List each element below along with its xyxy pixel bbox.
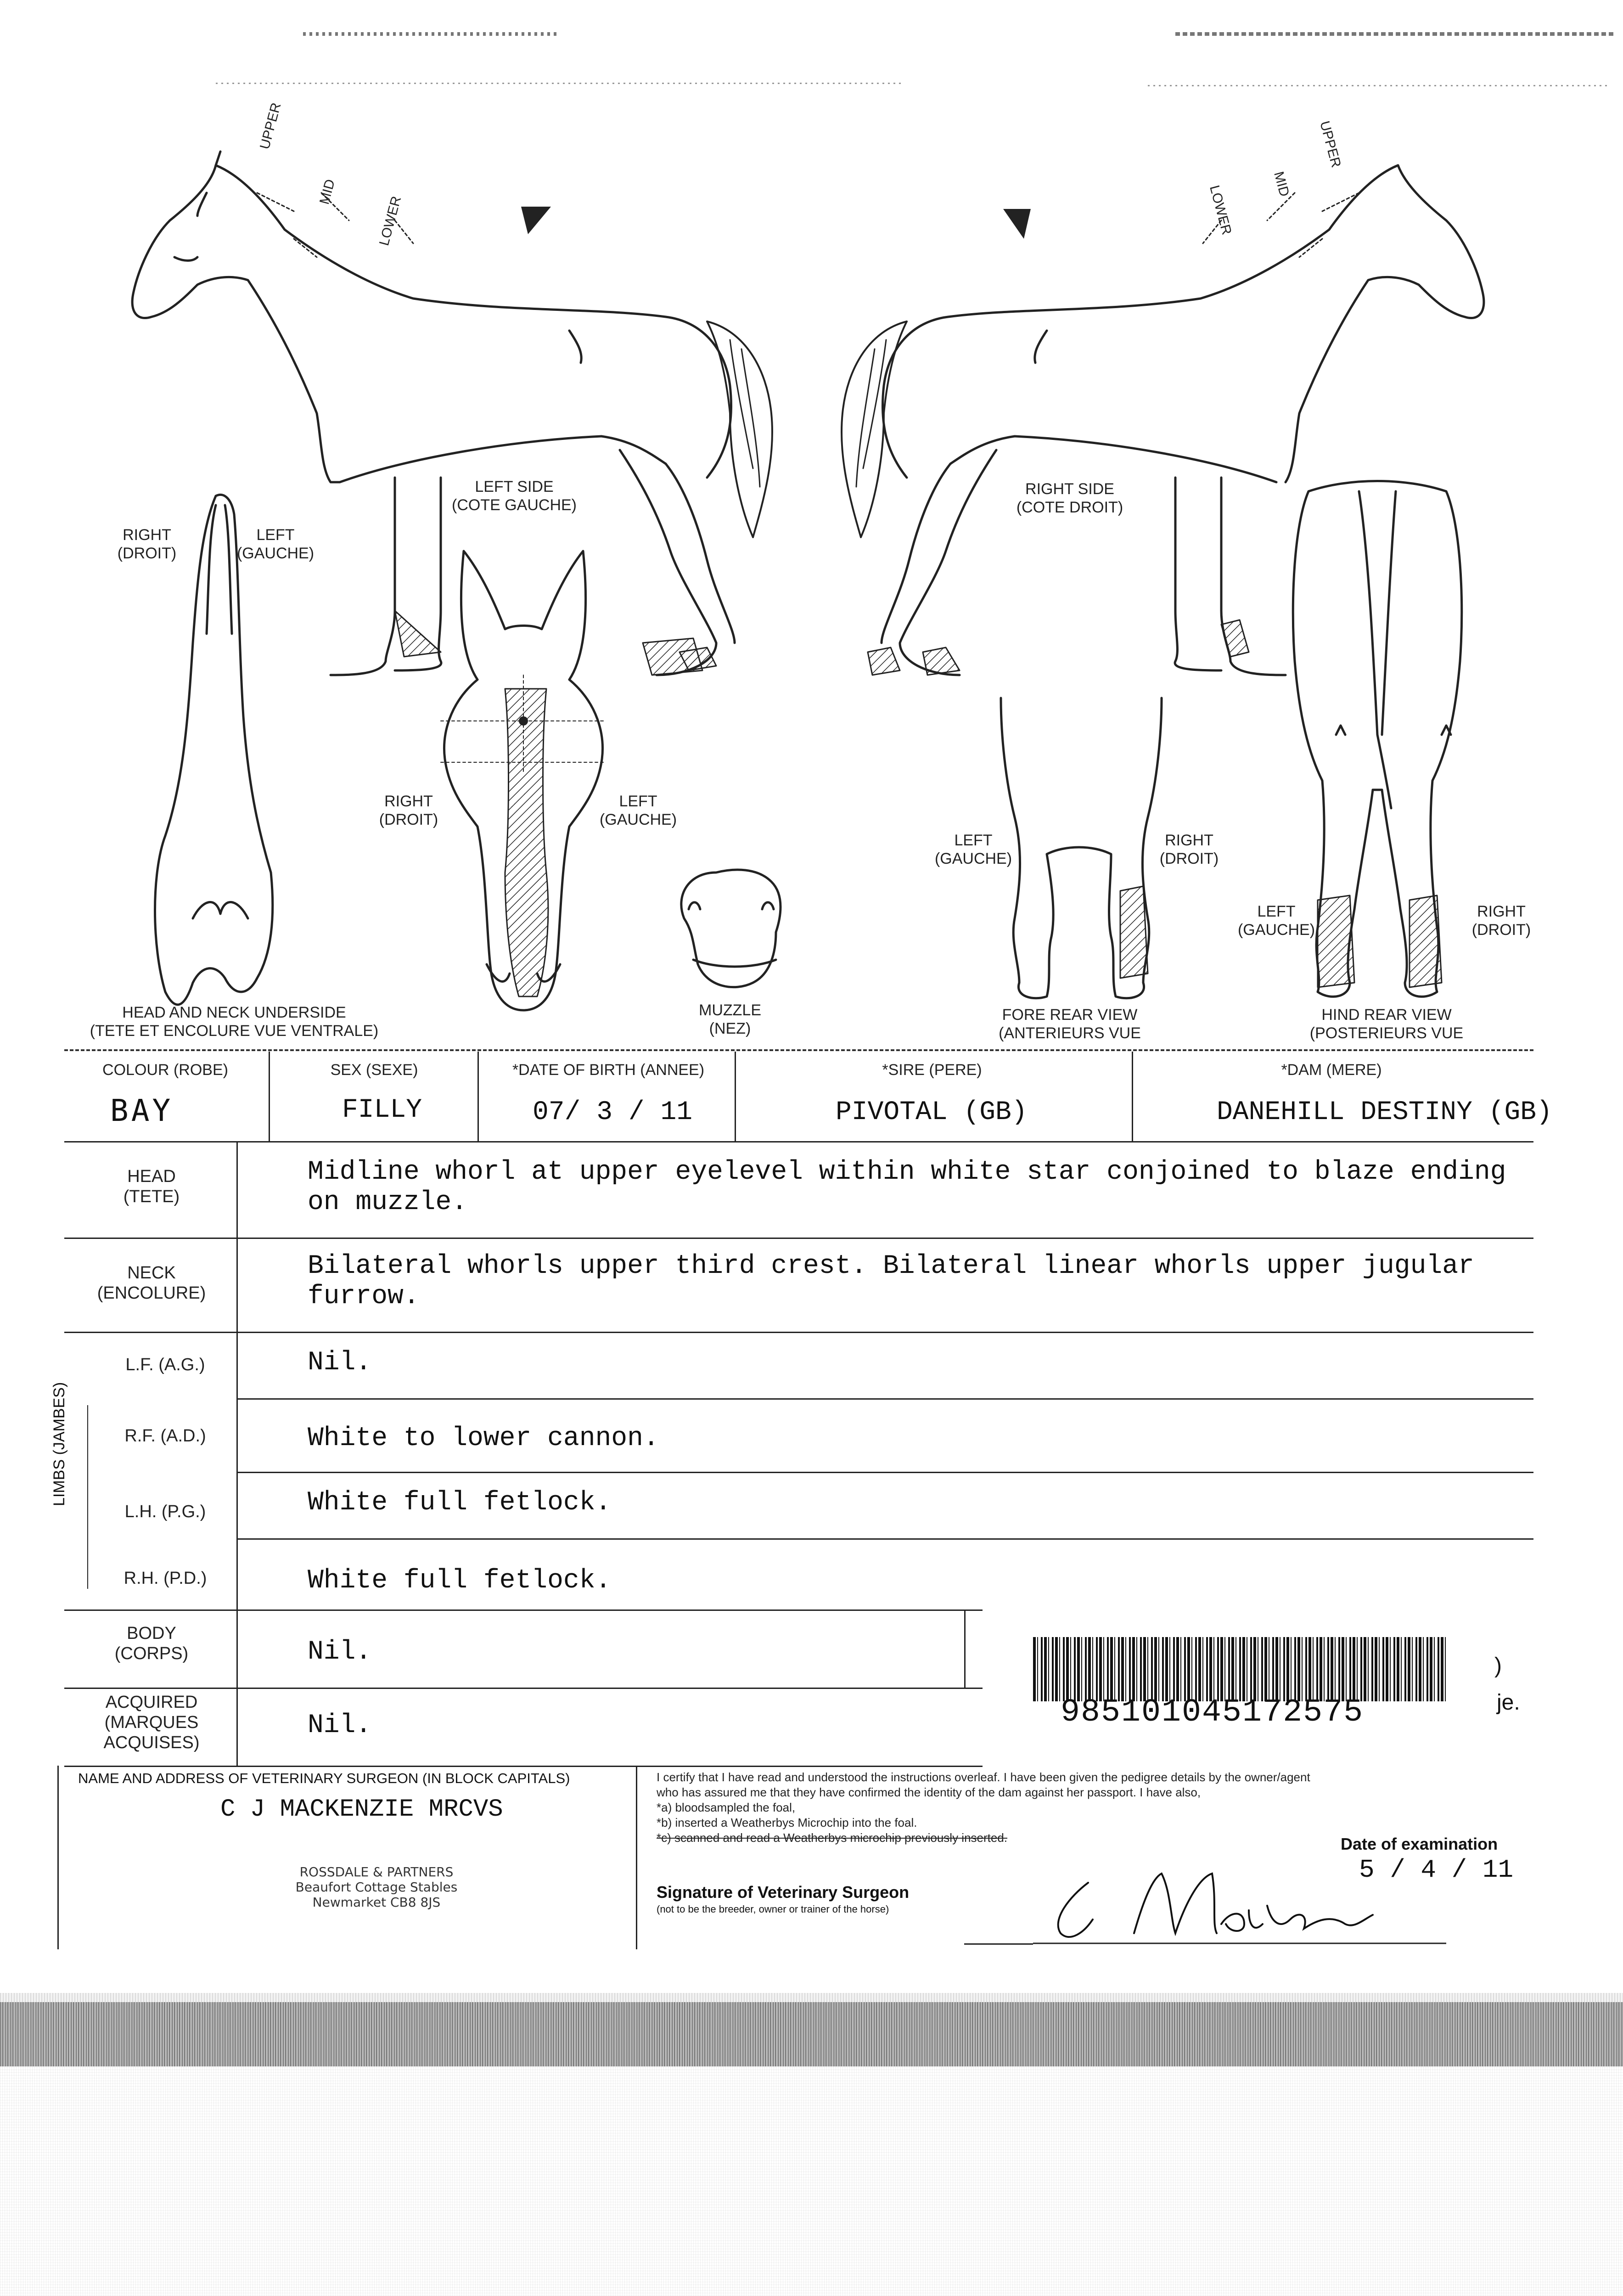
rh-label: R.H. (P.D.) [124,1569,207,1588]
acquired-label-3: ACQUISES) [103,1733,200,1752]
practice-stamp [275,1864,477,1910]
exam-date-value: 5 / 4 / 11 [1359,1855,1514,1885]
right-side-horse-outline [842,165,1484,675]
label-hind-right-fr: (DROIT) [1471,921,1531,939]
margin-fragment: ) [1494,1654,1502,1678]
body-right-border [964,1609,966,1688]
signature-line-left [964,1943,1033,1945]
label-hind-rear-view-fr: (POSTERIEURS VUE [1309,1024,1464,1042]
rule-body [64,1688,983,1689]
lh-label: L.H. (P.G.) [124,1502,206,1521]
lf-label: L.F. (A.G.) [125,1355,205,1374]
label-muzzle [680,1001,781,1038]
label-fore-right [1148,831,1230,868]
label-underside-right [106,526,188,563]
neck-label [78,1263,225,1303]
label-hind-rear-view [1304,1006,1469,1042]
label-lower-right: LOWER [1207,184,1235,236]
head-neck-underside-outline [155,495,273,1004]
label-left-side-fr: (COTE GAUCHE) [452,496,577,514]
label-underside-left-en: LEFT [256,526,295,544]
rule-rf [236,1472,1533,1473]
dob-value: 07/ 3 / 11 [533,1097,693,1127]
colour-value: BAY [110,1093,174,1128]
identity-divider-2 [477,1052,479,1141]
label-hind-left-en: LEFT [1257,903,1296,920]
label-head-neck-underside [83,1003,386,1040]
signature-note: (not to be the breeder, owner or trainer of the horse) [657,1903,889,1915]
vet-signature [1033,1864,1446,1947]
identity-bottom-rule [64,1141,1533,1142]
label-face-right [367,792,450,829]
sex-value: FILLY [342,1095,422,1125]
label-fore-rear-view [987,1006,1152,1042]
markings-divider [236,1141,238,1766]
label-underside-left-fr: (GAUCHE) [236,545,314,562]
sex-label: SEX (SEXE) [330,1061,418,1079]
scan-noise-speckle [0,2066,1623,2296]
lh-description: White full fetlock. [308,1488,612,1518]
cert-line-5: *c) scanned and read a Weatherbys microchip previously inserted. [657,1831,1008,1845]
vet-divider [636,1766,637,1949]
left-side-horse-outline [132,152,772,675]
front-face-outline [441,551,606,1010]
rule-head [64,1238,1533,1239]
identity-divider-4 [1132,1052,1133,1141]
label-hind-left [1230,902,1322,939]
label-underside-right-en: RIGHT [123,526,171,544]
label-left-side-en: LEFT SIDE [475,478,554,495]
head-label-fr: (TETE) [123,1187,180,1206]
practice-line-3: Newmarket CB8 8JS [312,1895,441,1910]
label-muzzle-fr: (NEZ) [709,1020,751,1037]
body-label-fr: (CORPS) [114,1644,189,1663]
label-lower-left: LOWER [376,194,404,248]
identity-top-rule [64,1049,1533,1051]
sire-value: PIVOTAL (GB) [836,1097,1028,1127]
label-hind-left-fr: (GAUCHE) [1237,921,1315,939]
label-left-side [427,478,601,514]
neck-description: Bilateral whorls upper third crest. Bilateral linear whorls upper jugular furrow. [308,1251,1490,1311]
body-label-en: BODY [127,1624,176,1643]
head-label [78,1166,225,1207]
label-hind-right-en: RIGHT [1477,903,1526,920]
label-underside-right-fr: (DROIT) [117,545,177,562]
label-mid-right: MID [1271,170,1292,198]
label-upper-right: UPPER [1317,119,1344,169]
dam-label: *DAM (MERE) [1281,1061,1382,1079]
label-fore-left-fr: (GAUCHE) [934,850,1012,867]
scan-noise-band-top [0,1993,1623,2002]
label-right-side-en: RIGHT SIDE [1025,480,1114,498]
rf-description: White to lower cannon. [308,1424,659,1453]
acquired-label-2: (MARQUES [104,1713,199,1732]
label-head-neck-underside-fr: (TETE ET ENCOLURE VUE VENTRALE) [90,1022,379,1040]
fore-rear-view-outline [1001,698,1162,998]
neck-label-en: NECK [127,1263,176,1283]
label-face-right-en: RIGHT [384,793,433,810]
head-description: Midline whorl at upper eyelevel within white star conjoined to blaze ending on muzzle. [308,1157,1522,1217]
body-label [78,1623,225,1664]
head-label-en: HEAD [127,1167,176,1186]
label-hind-rear-view-en: HIND REAR VIEW [1321,1006,1452,1024]
acquired-label [78,1692,225,1753]
rule-neck [64,1332,1533,1333]
vet-name-value: C J MACKENZIE MRCVS [220,1795,503,1823]
rf-label: R.F. (A.D.) [124,1426,206,1446]
label-face-left-en: LEFT [619,793,657,810]
lf-description: Nil. [308,1348,372,1378]
scan-noise-band [0,2002,1623,2066]
exam-date-label: Date of examination [1341,1835,1498,1853]
sire-label: *SIRE (PERE) [882,1061,982,1079]
signature-label: Signature of Veterinary Surgeon [657,1883,910,1902]
colour-label: COLOUR (ROBE) [102,1061,228,1079]
label-face-left-fr: (GAUCHE) [599,811,677,828]
label-upper-left: UPPER [257,101,284,151]
muzzle-outline [681,870,781,987]
neck-label-fr: (ENCOLURE) [97,1283,206,1303]
practice-line-1: ROSSDALE & PARTNERS [299,1864,454,1880]
identity-divider-1 [269,1052,270,1141]
label-underside-left [234,526,317,563]
dob-label: *DATE OF BIRTH (ANNEE) [512,1061,705,1079]
rule-acquired [64,1766,983,1767]
rule-limbs [64,1609,983,1611]
label-fore-rear-view-en: FORE REAR VIEW [1002,1006,1138,1024]
label-fore-right-fr: (DROIT) [1159,850,1219,867]
label-fore-left [927,831,1019,868]
microchip-number: 985101045172575 [1061,1694,1364,1731]
label-muzzle-en: MUZZLE [699,1002,761,1019]
limbs-bracket [87,1405,88,1589]
cert-line-2: who has assured me that they have confirmed the identity of the dam against her passport. I have also, [657,1785,1201,1799]
label-right-side-fr: (COTE DROIT) [1016,499,1123,516]
label-head-neck-underside-en: HEAD AND NECK UNDERSIDE [122,1004,346,1021]
identity-divider-3 [735,1052,736,1141]
cert-line-3: *a) bloodsampled the foal, [657,1801,796,1814]
practice-line-2: Beaufort Cottage Stables [295,1880,458,1895]
microchip-barcode [1033,1637,1446,1701]
label-mid-left: MID [317,177,338,206]
label-fore-right-en: RIGHT [1165,832,1213,849]
label-hind-right [1460,902,1543,939]
acquired-description: Nil. [308,1711,372,1740]
cert-line-1: I certify that I have read and understood the instructions overleaf. I have been given the pedigree details by the owner/agent [657,1770,1310,1784]
margin-fragment-2: je. [1497,1690,1520,1715]
dam-value: DANEHILL DESTINY (GB) [1217,1097,1552,1127]
acquired-label-1: ACQUIRED [105,1693,198,1712]
vet-name-label: NAME AND ADDRESS OF VETERINARY SURGEON (IN BLOCK CAPITALS) [78,1770,570,1786]
rh-description: White full fetlock. [308,1566,612,1596]
rule-lf [236,1398,1533,1400]
body-description: Nil. [308,1637,372,1667]
rule-lh [236,1538,1533,1540]
label-fore-left-en: LEFT [954,832,993,849]
vet-left-border [57,1766,59,1949]
label-face-right-fr: (DROIT) [379,811,438,828]
label-fore-rear-view-fr: (ANTERIEURS VUE [999,1024,1141,1042]
limbs-label: LIMBS (JAMBES) [51,1382,68,1506]
label-right-side [983,480,1157,517]
label-face-left [592,792,684,829]
cert-line-4: *b) inserted a Weatherbys Microchip into the foal. [657,1816,917,1829]
